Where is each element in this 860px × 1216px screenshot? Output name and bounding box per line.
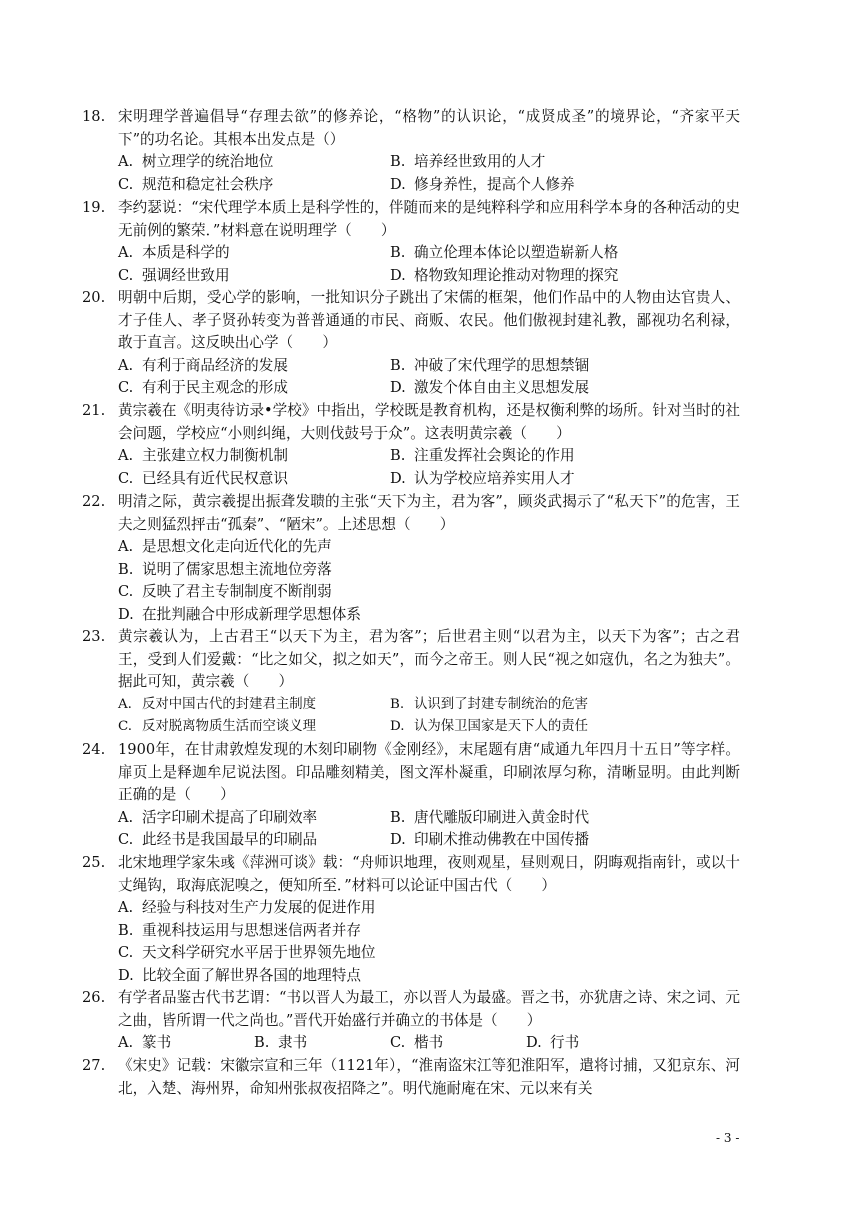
options [118, 807, 740, 852]
question-number: 19. [82, 199, 106, 216]
option-a[interactable]: A. 活字印刷术提高了印刷效率 [118, 808, 318, 826]
option-c[interactable]: C. 反对脱离物质生活而空谈义理 [118, 719, 317, 735]
option-a[interactable]: A. 反对中国古代的封建君主制度 [118, 696, 317, 712]
option-a[interactable]: A. 有利于商品经济的发展 [118, 356, 288, 374]
question-number: 25. [82, 854, 106, 871]
options [118, 242, 740, 287]
question-number: 20. [82, 289, 106, 306]
option-d[interactable]: D. 修身养性，提高个人修养 [390, 175, 575, 193]
option-b[interactable]: B. 重视科技运用与思想迷信两者并存 [118, 921, 361, 939]
option-b[interactable]: B. 确立伦理本体论以塑造崭新人格 [390, 244, 619, 262]
option-c[interactable]: C. 反映了君主专制制度不断削弱 [118, 583, 332, 601]
question-19 [82, 197, 740, 287]
option-c[interactable]: C. 此经书是我国最早的印刷品 [118, 831, 318, 849]
page-number: - 3 - [716, 1131, 740, 1145]
option-b[interactable]: B. 隶书 [254, 1034, 308, 1052]
options [118, 536, 740, 626]
question-number: 24. [82, 741, 106, 758]
question-stem: 明清之际，黄宗羲提出振聋发聩的主张“天下为主，君为客”，顾炎武揭示了“私天下”的危害，王夫之则猛烈抨击“孤秦”、“陋宋”。上述思想（ ） [118, 493, 740, 533]
question-stem: 北宋地理学家朱彧《萍洲可谈》载：“舟师识地理，夜则观星，昼则观日，阴晦观指南针，或以十丈绳钩，取海底泥嗅之，便知所至．”材料可以论证中国古代（ ） [118, 854, 740, 894]
question-25 [82, 852, 740, 988]
options [118, 355, 740, 400]
option-c[interactable]: C. 强调经世致用 [118, 266, 230, 284]
question-18 [82, 106, 740, 196]
question-23 [82, 626, 740, 739]
option-c[interactable]: C. 楷书 [390, 1034, 444, 1052]
option-d[interactable]: D. 印刷术推动佛教在中国传播 [390, 831, 590, 849]
option-d[interactable]: D. 比较全面了解世界各国的地理特点 [118, 966, 361, 984]
question-stem: 黄宗羲在《明夷待访录•学校》中指出，学校既是教育机构，还是权衡利弊的场所。针对当时的社会问题，学校应“小则纠绳，大则伐鼓号于众”。这表明黄宗羲（ ） [118, 402, 740, 442]
question-stem: 有学者品鉴古代书艺谓：“书以晋人为最工，亦以晋人为最盛。晋之书，亦犹唐之诗、宋之词、元之曲，皆所谓一代之尚也。”晋代开始盛行并确立的书体是（ ） [118, 989, 740, 1029]
options [118, 445, 740, 490]
option-b[interactable]: B. 认识到了封建专制统治的危害 [390, 696, 589, 712]
option-b[interactable]: B. 说明了儒家思想主流地位旁落 [118, 560, 332, 578]
option-d[interactable]: D. 激发个体自由主义思想发展 [390, 379, 590, 397]
question-number: 21. [82, 402, 106, 419]
option-b[interactable]: B. 注重发挥社会舆论的作用 [390, 447, 575, 465]
option-b[interactable]: B. 唐代雕版印刷进入黄金时代 [390, 808, 590, 826]
option-d[interactable]: D. 格物致知理论推动对物理的探究 [390, 266, 619, 284]
question-24 [82, 739, 740, 852]
question-20 [82, 287, 740, 400]
question-number: 18. [82, 108, 106, 125]
option-c[interactable]: C. 规范和稳定社会秩序 [118, 175, 274, 193]
option-a[interactable]: A. 篆书 [118, 1034, 172, 1052]
option-a[interactable]: A. 经验与科技对生产力发展的促进作用 [118, 899, 376, 917]
question-26 [82, 987, 740, 1055]
option-c[interactable]: C. 已经具有近代民权意识 [118, 469, 288, 487]
option-a[interactable]: A. 树立理学的统治地位 [118, 153, 274, 171]
question-stem: 1900年，在甘肃敦煌发现的木刻印刷物《金刚经》，末尾题有唐“咸通九年四月十五日”等字样。扉页上是释迦牟尼说法图。印品雕刻精美，图文浑朴凝重，印刷浓厚匀称，清晰显明。由此判断正确的是（ ） [118, 741, 740, 804]
option-a[interactable]: A. 本质是科学的 [118, 244, 230, 262]
option-b[interactable]: B. 培养经世致用的人才 [390, 153, 546, 171]
question-number: 23. [82, 628, 106, 645]
option-d[interactable]: D. 在批判融合中形成新理学思想体系 [118, 605, 361, 623]
question-22 [82, 491, 740, 627]
question-number: 27. [82, 1057, 106, 1074]
options [118, 1032, 740, 1055]
option-d[interactable]: D. 认为保卫国家是天下人的责任 [390, 719, 589, 735]
option-b[interactable]: B. 冲破了宋代理学的思想禁锢 [390, 356, 590, 374]
question-27 [82, 1055, 740, 1100]
question-stem: 明朝中后期，受心学的影响，一批知识分子跳出了宋儒的框架，他们作品中的人物由达官贵人、才子佳人、孝子贤孙转变为普普通通的市民、商贩、农民。他们傲视封建礼教，鄙视功名利禄，敢于直言。这反映出心学（ ） [118, 289, 740, 352]
option-a[interactable]: A. 是思想文化走向近代化的先声 [118, 538, 332, 556]
option-c[interactable]: C. 天文科学研究水平居于世界领先地位 [118, 944, 376, 962]
options [118, 151, 740, 196]
question-number: 22. [82, 493, 106, 510]
question-stem: 李约瑟说：“宋代理学本质上是科学性的，伴随而来的是纯粹科学和应用科学本身的各种活动的史无前例的繁荣．”材料意在说明理学（ ） [118, 199, 740, 239]
options [118, 694, 740, 739]
option-d[interactable]: D. 行书 [526, 1034, 580, 1052]
question-number: 26. [82, 989, 106, 1006]
question-stem: 《宋史》记载：宋徽宗宣和三年（1121年），“淮南盗宋江等犯淮阳军，遣将讨捕，又犯京东、河北，入楚、海州界，命知州张叔夜招降之”。明代施耐庵在宋、元以来有关 [118, 1057, 740, 1097]
options [118, 897, 740, 987]
question-stem: 黄宗羲认为，上古君王“以天下为主，君为客”；后世君主则“以君为主，以天下为客”；古之君王，受到人们爱戴：“比之如父，拟之如天”，而今之帝王。则人民“视之如寇仇，名之为独夫”。据此可知，黄宗羲（ ） [118, 628, 740, 691]
question-stem: 宋明理学普遍倡导“存理去欲”的修养论，“格物”的认识论，“成贤成圣”的境界论，“齐家平天下”的功名论。其根本出发点是（） [118, 108, 740, 148]
question-21 [82, 400, 740, 490]
option-c[interactable]: C. 有利于民主观念的形成 [118, 379, 288, 397]
option-d[interactable]: D. 认为学校应培养实用人才 [390, 469, 575, 487]
option-a[interactable]: A. 主张建立权力制衡机制 [118, 447, 288, 465]
